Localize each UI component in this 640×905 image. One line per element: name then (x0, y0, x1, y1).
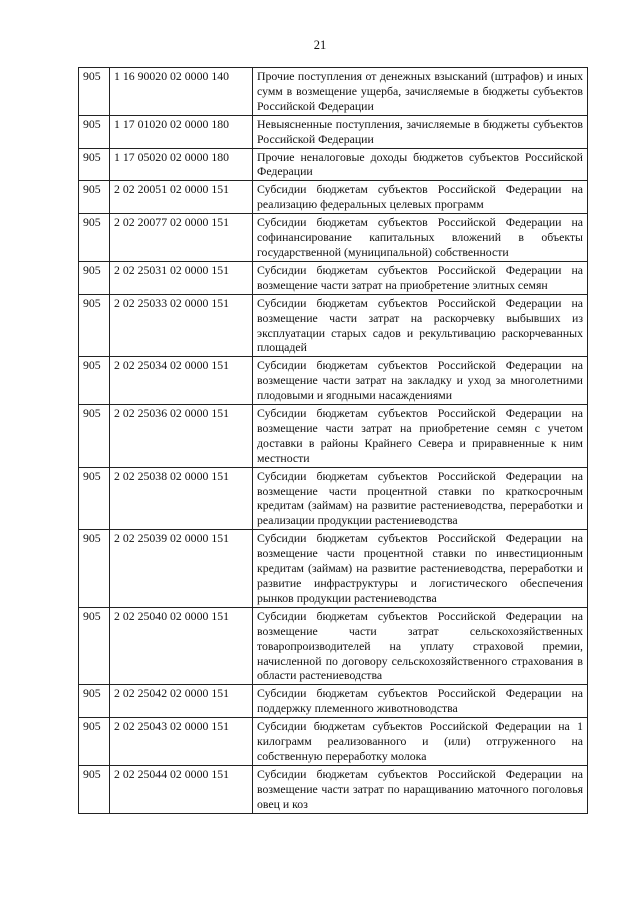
admin-code-cell: 905 (79, 261, 110, 294)
table-row (79, 294, 588, 357)
description-cell: Субсидии бюджетам субъектов Российской Федерации на возмещение части процентной ставки по краткосрочным кредитам (займам) на развитие растениеводства, переработки и реализации продукции растениеводства (253, 467, 588, 530)
description-cell: Прочие неналоговые доходы бюджетов субъектов Российской Федерации (253, 148, 588, 181)
admin-code-cell: 905 (79, 214, 110, 262)
budget-code-cell: 1 17 05020 02 0000 180 (110, 148, 253, 181)
table-body (79, 68, 588, 814)
description-cell: Прочие поступления от денежных взысканий (штрафов) и иных сумм в возмещение ущерба, зачисляемые в бюджеты субъектов Российской Федерации (253, 68, 588, 116)
page-number: 21 (313, 38, 327, 52)
budget-codes-table (78, 67, 588, 814)
description-cell: Субсидии бюджетам субъектов Российской Федерации на возмещение части затрат на закладку и уход за многолетними плодовыми и ягодными насаждениями (253, 357, 588, 405)
admin-code-cell: 905 (79, 607, 110, 685)
admin-code-cell: 905 (79, 181, 110, 214)
budget-code-cell: 2 02 25036 02 0000 151 (110, 405, 253, 468)
budget-code-cell: 2 02 25033 02 0000 151 (110, 294, 253, 357)
table-row (79, 685, 588, 718)
table-row (79, 467, 588, 530)
admin-code-cell: 905 (79, 115, 110, 148)
budget-code-cell: 2 02 25040 02 0000 151 (110, 607, 253, 685)
admin-code-cell: 905 (79, 765, 110, 813)
table-row (79, 765, 588, 813)
admin-code-cell: 905 (79, 467, 110, 530)
table-row (79, 148, 588, 181)
description-cell: Субсидии бюджетам субъектов Российской Федерации на возмещение части затрат по наращиванию маточного поголовья овец и коз (253, 765, 588, 813)
description-cell: Субсидии бюджетам субъектов Российской Федерации на реализацию федеральных целевых программ (253, 181, 588, 214)
table-row (79, 607, 588, 685)
table-row (79, 718, 588, 766)
description-cell: Субсидии бюджетам субъектов Российской Федерации на возмещение части затрат на приобретение элитных семян (253, 261, 588, 294)
budget-code-cell: 2 02 20077 02 0000 151 (110, 214, 253, 262)
admin-code-cell: 905 (79, 685, 110, 718)
table-row (79, 405, 588, 468)
table-row (79, 357, 588, 405)
budget-code-cell: 2 02 20051 02 0000 151 (110, 181, 253, 214)
budget-code-cell: 2 02 25039 02 0000 151 (110, 530, 253, 608)
description-cell: Субсидии бюджетам субъектов Российской Федерации на поддержку племенного животноводства (253, 685, 588, 718)
admin-code-cell: 905 (79, 405, 110, 468)
admin-code-cell: 905 (79, 68, 110, 116)
budget-code-cell: 1 17 01020 02 0000 180 (110, 115, 253, 148)
budget-code-cell: 2 02 25031 02 0000 151 (110, 261, 253, 294)
budget-code-cell: 2 02 25034 02 0000 151 (110, 357, 253, 405)
description-cell: Субсидии бюджетам субъектов Российской Федерации на возмещение части затрат сельскохозяйственных товаропроизводителей на уплату страховой премии, начисленной по договору сельскохозяйственного страхования в области растениеводства (253, 607, 588, 685)
budget-code-cell: 1 16 90020 02 0000 140 (110, 68, 253, 116)
admin-code-cell: 905 (79, 294, 110, 357)
budget-code-cell: 2 02 25044 02 0000 151 (110, 765, 253, 813)
admin-code-cell: 905 (79, 530, 110, 608)
admin-code-cell: 905 (79, 357, 110, 405)
admin-code-cell: 905 (79, 718, 110, 766)
admin-code-cell: 905 (79, 148, 110, 181)
description-cell: Невыясненные поступления, зачисляемые в бюджеты субъектов Российской Федерации (253, 115, 588, 148)
description-cell: Субсидии бюджетам субъектов Российской Федерации на софинансирование капитальных вложений в объекты государственной (муниципальной) собственности (253, 214, 588, 262)
budget-code-cell: 2 02 25038 02 0000 151 (110, 467, 253, 530)
table-row (79, 181, 588, 214)
description-cell: Субсидии бюджетам субъектов Российской Федерации на возмещение части затрат на приобретение семян с учетом доставки в районы Крайнего Севера и приравненные к ним местности (253, 405, 588, 468)
description-cell: Субсидии бюджетам субъектов Российской Федерации на возмещение части затрат на раскорчевку выбывших из эксплуатации старых садов и рекультивацию раскорчеванных площадей (253, 294, 588, 357)
table-row (79, 214, 588, 262)
table-row (79, 261, 588, 294)
budget-code-cell: 2 02 25042 02 0000 151 (110, 685, 253, 718)
description-cell: Субсидии бюджетам субъектов Российской Федерации на 1 килограмм реализованного и (или) отгруженного на собственную переработку молока (253, 718, 588, 766)
table-row (79, 115, 588, 148)
description-cell: Субсидии бюджетам субъектов Российской Федерации на возмещение части процентной ставки по инвестиционным кредитам (займам) на развитие растениеводства, переработки и развитие инфраструктуры и логистического обеспечения рынков продукции растениеводства (253, 530, 588, 608)
table-row (79, 530, 588, 608)
budget-code-cell: 2 02 25043 02 0000 151 (110, 718, 253, 766)
table-row (79, 68, 588, 116)
